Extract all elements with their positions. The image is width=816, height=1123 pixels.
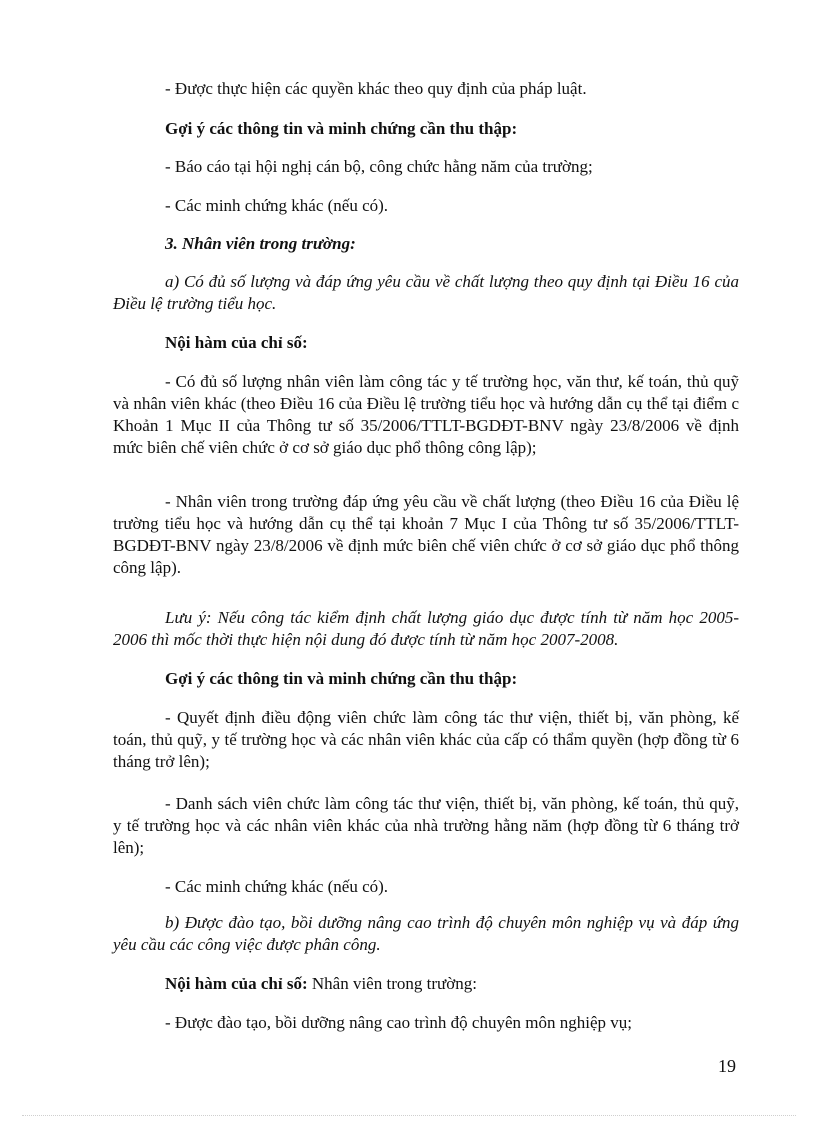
indicator-meaning-text: Nhân viên trong trường:	[307, 974, 477, 993]
heading-evidence-2: Gợi ý các thông tin và minh chứng cần thu thập:	[165, 669, 518, 688]
paragraph-decision: - Quyết định điều động viên chức làm công tác thư viện, thiết bị, văn phòng, kế toán, thủ quỹ, y tế trường học và các nhân viên khác của cấp có thẩm quyền (hợp đồng từ 6 tháng trở lên);	[113, 708, 739, 771]
paragraph-other-evidence-2: - Các minh chứng khác (nếu có).	[165, 877, 389, 896]
section-heading-staff: 3. Nhân viên trong trường:	[165, 234, 356, 253]
page-bottom-rule	[22, 1115, 796, 1116]
heading-evidence-1: Gợi ý các thông tin và minh chứng cần thu thập:	[165, 119, 518, 138]
indicator-meaning-label: Nội hàm của chỉ số:	[165, 974, 308, 993]
note-paragraph: Lưu ý: Nếu công tác kiểm định chất lượng giáo dục được tính từ năm học 2005-2006 thì mốc thời thực hiện nội dung đó được tính từ năm học 2007-2008.	[113, 608, 739, 649]
criterion-a: a) Có đủ số lượng và đáp ứng yêu cầu về chất lượng theo quy định tại Điều 16 của Điều lệ trường tiểu học.	[113, 272, 739, 313]
paragraph-training: - Được đào tạo, bồi dưỡng nâng cao trình độ chuyên môn nghiệp vụ;	[165, 1013, 632, 1032]
page-number: 19	[718, 1056, 736, 1076]
paragraph-staff-quantity: - Có đủ số lượng nhân viên làm công tác y tế trường học, văn thư, kế toán, thủ quỹ và nhân viên khác (theo Điều 16 của Điều lệ trường tiểu học và hướng dẫn cụ thể tại điểm c Khoản 1 Mục II của Thông tư số 35/2006/TTLT-BGDĐT-BNV ngày 23/8/2006 về định mức biên chế viên chức ở cơ sở giáo dục phổ thông công lập);	[113, 372, 739, 457]
paragraph-other-evidence-1: - Các minh chứng khác (nếu có).	[165, 196, 389, 215]
paragraph-staff-quality: - Nhân viên trong trường đáp ứng yêu cầu về chất lượng (theo Điều 16 của Điều lệ trường tiểu học và hướng dẫn cụ thể tại khoản 7 Mục I của Thông tư số 35/2006/TTLT-BGDĐT-BNV ngày 23/8/2006 về định mức biên chế viên chức ở cơ sở giáo dục phổ thông công lập).	[113, 492, 739, 577]
paragraph-rights: - Được thực hiện các quyền khác theo quy định của pháp luật.	[165, 79, 587, 98]
paragraph-indicator-meaning-2	[113, 973, 739, 995]
paragraph-report: - Báo cáo tại hội nghị cán bộ, công chức hằng năm của trường;	[165, 157, 593, 176]
criterion-b: b) Được đào tạo, bồi dưỡng nâng cao trình độ chuyên môn nghiệp vụ và đáp ứng yêu cầu các công việc được phân công.	[113, 913, 739, 954]
heading-indicator-meaning-1: Nội hàm của chỉ số:	[165, 333, 308, 352]
paragraph-staff-list: - Danh sách viên chức làm công tác thư viện, thiết bị, văn phòng, kế toán, thủ quỹ, y tế trường học và các nhân viên khác của nhà trường hằng năm (hợp đồng từ 6 tháng trở lên);	[113, 794, 739, 857]
